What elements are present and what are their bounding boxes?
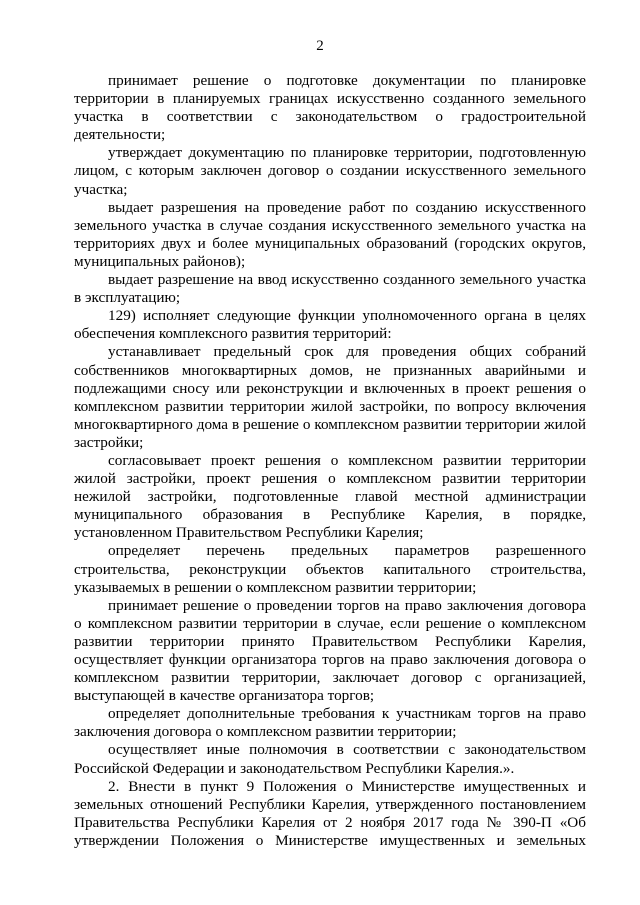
paragraph: 129) исполняет следующие функции уполномоченного органа в целях обеспечения комплексного развития территорий: [74, 307, 586, 343]
paragraph: определяет перечень предельных параметров разрешенного строительства, реконструкции объектов капитального строительства, указываемых в решении о комплексном развитии территории; [74, 542, 586, 596]
document-body [74, 72, 586, 850]
paragraph: утверждает документацию по планировке территории, подготовленную лицом, с которым заключен договор о создании искусственного земельного участка; [74, 144, 586, 198]
paragraph: выдает разрешение на ввод искусственно созданного земельного участка в эксплуатацию; [74, 271, 586, 307]
paragraph: выдает разрешения на проведение работ по созданию искусственного земельного участка в случае создания искусственного земельного участка на территориях двух и более муниципальных образований (городских округов, муниципальных районов); [74, 198, 586, 270]
paragraph: устанавливает предельный срок для проведения общих собраний собственников многоквартирных домов, не признанных аварийными и подлежащими сносу или реконструкции и включенных в проект решения о комплексном развитии территории жилой застройки, по вопросу включения многоквартирного дома в решение о комплексном развитии территории жилой застройки; [74, 343, 586, 451]
paragraph: принимает решение о проведении торгов на право заключения договора о комплексном развитии территории в случае, если решение о комплексном развитии территории принято Правительством Республики Карелия, осуществляет функции организатора торгов на право заключения договора о комплексном развитии территории, заключает договор с организацией, выступающей в качестве организатора торгов; [74, 596, 586, 705]
page-number: 2 [316, 38, 324, 54]
paragraph: определяет дополнительные требования к участникам торгов на право заключения договора о комплексном развитии территории; [74, 705, 586, 741]
paragraph: осуществляет иные полномочия в соответствии с законодательством Российской Федерации и законодательством Республики Карелия.». [74, 741, 586, 777]
paragraph: 2. Внести в пункт 9 Положения о Министерстве имущественных и земельных отношений Республики Карелия, утвержденного постановлением Правительства Республики Карелия от 2 ноября 2017 года № 390-П «Об утверждении Положения о Министерстве имущественных и земельных [74, 777, 586, 849]
paragraph: принимает решение о подготовке документации по планировке территории в планируемых границах искусственно созданного земельного участка в соответствии с законодательством о градостроительной деятельности; [74, 72, 586, 144]
paragraph: согласовывает проект решения о комплексном развитии территории жилой застройки, проект решения о комплексном развитии территории нежилой застройки, подготовленные главой местной администрации муниципального образования в Республике Карелия, в порядке, установленном Правительством Республики Карелия; [74, 451, 586, 542]
